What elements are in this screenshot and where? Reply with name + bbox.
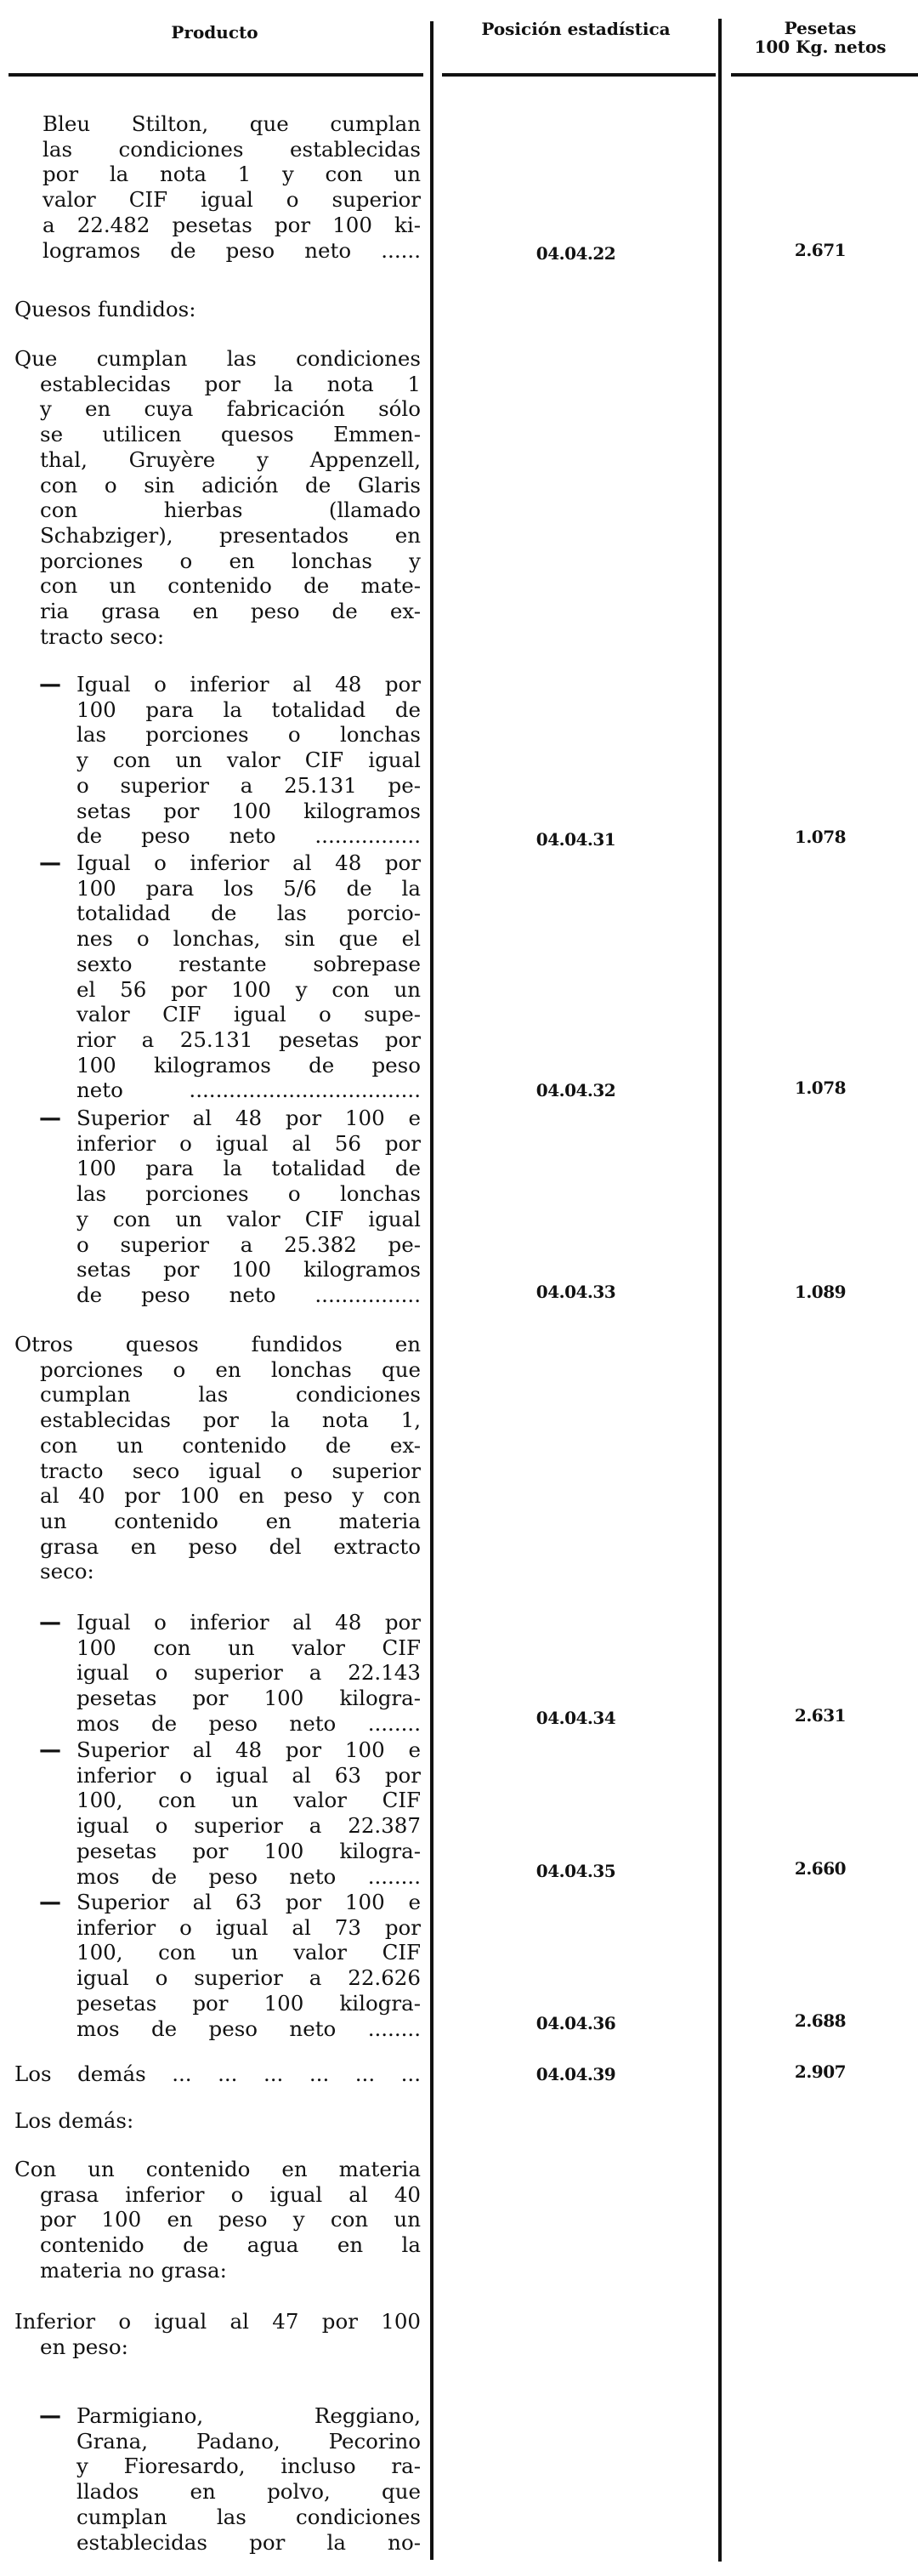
text-line: Grana, Padano, Pecorino <box>76 2428 421 2454</box>
text-line: Superior al 48 por 100 e <box>76 1106 421 1130</box>
text-line: porciones o en lonchas que <box>40 1356 421 1382</box>
header-rule-1 <box>8 73 423 77</box>
item-los-demas <box>14 2061 421 2087</box>
position-code: 04.04.35 <box>536 1861 616 1881</box>
text-line: o superior a 25.131 pe- <box>76 772 421 798</box>
header-pesetas-line1: Pesetas <box>784 18 857 38</box>
dash-bullet: — <box>39 1890 61 1915</box>
header-posicion-estadistica: Posición estadística <box>481 19 671 39</box>
text-line: thal, Gruyère y Appenzell, <box>40 446 421 472</box>
header-rule-2 <box>442 73 716 77</box>
product-bleu-stilton <box>42 111 421 263</box>
text-line: sexto restante sobrepase <box>76 951 421 976</box>
text-line: en peso: <box>40 2334 128 2359</box>
dash-bullet: — <box>39 2403 61 2429</box>
text-line: Igual o inferior al 48 por <box>76 1610 421 1635</box>
text-line: porciones o en lonchas y <box>40 548 421 573</box>
text-line: con o sin adición de Glaris <box>40 472 421 498</box>
text-line: logramos de peso neto ...... <box>42 237 421 263</box>
price-value: 1.078 <box>794 1078 847 1098</box>
text-line: igual o superior a 22.143 <box>76 1660 421 1686</box>
text-line: Superior al 48 por 100 e <box>76 1737 421 1762</box>
text-line: 100 para la totalidad de <box>76 1156 421 1181</box>
section-otros-quesos-fundidos <box>14 1332 421 1584</box>
text-line: establecidas por la no- <box>76 2529 421 2555</box>
text-line: por 100 en peso y con un <box>40 2207 421 2232</box>
text-line: y en cuya fabricación sólo <box>40 396 421 422</box>
text-line: las porciones o lonchas <box>76 1181 421 1207</box>
text-line: a 22.482 pesetas por 100 ki- <box>42 212 421 237</box>
price-value: 2.688 <box>794 2010 847 2031</box>
dash-bullet: — <box>39 1106 61 1131</box>
price-value: 2.907 <box>794 2061 847 2082</box>
text-line: con un contenido de ex- <box>40 1432 421 1458</box>
text-line: con hierbas (llamado <box>40 498 421 523</box>
text-line: se utilicen quesos Emmen- <box>40 422 421 447</box>
text-line: Con un contenido en materia <box>14 2157 421 2181</box>
text-line: de peso neto ................ <box>76 1282 421 1307</box>
text-line: Quesos fundidos: <box>14 297 196 321</box>
header-producto: Producto <box>171 22 258 43</box>
text-line: neto ................................... <box>76 1078 421 1103</box>
header-pesetas <box>722 19 918 56</box>
text-line: con un contenido de mate- <box>40 573 421 599</box>
text-line: seco: <box>40 1559 94 1584</box>
position-code: 04.04.31 <box>536 829 616 850</box>
text-line: pesetas por 100 kilogra- <box>76 1990 421 2016</box>
text-line: al 40 por 100 en peso y con <box>40 1483 421 1509</box>
dash-bullet: — <box>39 850 61 876</box>
text-line: ria grasa en peso de ex- <box>40 599 421 624</box>
dash-bullet: — <box>39 672 61 697</box>
text-line: mos de peso neto ........ <box>76 1710 421 1736</box>
text-line: materia no grasa: <box>40 2257 227 2283</box>
text-line: inferior o igual al 73 por <box>76 1914 421 1940</box>
text-line: valor CIF igual o superior <box>42 187 421 213</box>
text-line: 100, con un valor CIF <box>76 1940 421 1965</box>
text-line: setas por 100 kilogramos <box>76 798 421 823</box>
text-line: Otros quesos fundidos en <box>14 1332 421 1356</box>
item-igual-inferior-48-totalidad <box>76 672 421 849</box>
text-line: 100 para la totalidad de <box>76 697 421 722</box>
text-line: tracto seco: <box>40 623 165 649</box>
text-line: mos de peso neto ........ <box>76 1863 421 1889</box>
text-line: y con un valor CIF igual <box>76 1206 421 1231</box>
text-line: cumplan las condiciones <box>40 1382 421 1407</box>
price-value: 1.078 <box>794 827 847 847</box>
item-superior-48-inferior-63 <box>76 1737 421 1889</box>
position-code: 04.04.39 <box>536 2064 616 2084</box>
text-line: pesetas por 100 kilogra- <box>76 1838 421 1863</box>
section-que-cumplan <box>14 346 421 649</box>
position-code: 04.04.32 <box>536 1080 616 1100</box>
section-contenido-materia-grasa <box>14 2157 421 2283</box>
text-line: Los demás ... ... ... ... ... ... <box>14 2061 421 2086</box>
text-line: grasa en peso del extracto <box>40 1533 421 1559</box>
price-value: 2.660 <box>794 1858 847 1879</box>
item-superior-48-inferior-56 <box>76 1106 421 1308</box>
text-line: Los demás: <box>14 2108 134 2133</box>
header-pesetas-line2: 100 Kg. netos <box>754 37 887 57</box>
item-igual-inferior-48-cif-22143 <box>76 1610 421 1737</box>
position-code: 04.04.34 <box>536 1708 616 1728</box>
text-line: setas por 100 kilogramos <box>76 1257 421 1282</box>
text-line: 100, con un valor CIF <box>76 1788 421 1813</box>
text-line: mos de peso neto ........ <box>76 2016 421 2041</box>
text-line: igual o superior a 22.626 <box>76 1965 421 1991</box>
position-code: 04.04.36 <box>536 2013 616 2033</box>
header-rule-3 <box>731 73 918 77</box>
item-superior-63-inferior-73 <box>76 1890 421 2041</box>
text-line: igual o superior a 22.387 <box>76 1813 421 1839</box>
text-line: cumplan las condiciones <box>76 2504 421 2529</box>
position-code: 04.04.33 <box>536 1282 616 1302</box>
text-line: inferior o igual al 56 por <box>76 1130 421 1156</box>
text-line: de peso neto ................ <box>76 823 421 849</box>
text-line: establecidas por la nota 1 <box>40 371 421 396</box>
text-line: el 56 por 100 y con un <box>76 976 421 1002</box>
text-line: Bleu Stilton, que cumplan <box>42 111 421 136</box>
text-line: Inferior o igual al 47 por 100 <box>14 2309 421 2334</box>
text-line: totalidad de las porcio- <box>76 901 421 926</box>
text-line: llados en polvo, que <box>76 2479 421 2505</box>
text-line: Que cumplan las condiciones <box>14 346 421 371</box>
text-line: nes o lonchas, sin que el <box>76 926 421 952</box>
text-line: 100 para los 5/6 de la <box>76 875 421 901</box>
text-line: 100 kilogramos de peso <box>76 1052 421 1078</box>
text-line: grasa inferior o igual al 40 <box>40 2181 421 2207</box>
dash-bullet: — <box>39 1610 61 1635</box>
text-line: y con un valor CIF igual <box>76 748 421 773</box>
section-inferior-47 <box>14 2309 421 2359</box>
text-line: inferior o igual al 63 por <box>76 1762 421 1788</box>
price-value: 2.671 <box>794 240 847 260</box>
section-quesos-fundidos <box>14 297 422 322</box>
text-line: tracto seco igual o superior <box>40 1458 421 1483</box>
text-line: las condiciones establecidas <box>42 136 421 162</box>
text-line: Igual o inferior al 48 por <box>76 672 421 697</box>
text-line: Igual o inferior al 48 por <box>76 850 421 875</box>
text-line: establecidas por la nota 1, <box>40 1407 421 1433</box>
text-line: Schabziger), presentados en <box>40 522 421 548</box>
text-line: rior a 25.131 pesetas por <box>76 1026 421 1052</box>
text-line: las porciones o lonchas <box>76 722 421 748</box>
text-line: un contenido en materia <box>40 1508 421 1533</box>
section-los-demas <box>14 2108 421 2134</box>
item-igual-inferior-48-cinco-sextos <box>76 850 421 1103</box>
text-line: pesetas por 100 kilogra- <box>76 1686 421 1711</box>
price-value: 2.631 <box>794 1705 847 1726</box>
text-line: o superior a 25.382 pe- <box>76 1231 421 1257</box>
text-line: Parmigiano, Reggiano, <box>76 2403 421 2428</box>
item-parmigiano-reggiano <box>76 2403 421 2555</box>
text-line: Superior al 63 por 100 e <box>76 1890 421 1914</box>
text-line: valor CIF igual o supe- <box>76 1002 421 1027</box>
position-code: 04.04.22 <box>536 243 616 264</box>
text-line: 100 con un valor CIF <box>76 1635 421 1660</box>
dash-bullet: — <box>39 1737 61 1763</box>
column-divider-2 <box>718 19 722 2562</box>
price-value: 1.089 <box>794 1282 847 1302</box>
text-line: contenido de agua en la <box>40 2232 421 2258</box>
text-line: y Fioresardo, incluso ra- <box>76 2454 421 2479</box>
text-line: por la nota 1 y con un <box>42 162 421 187</box>
